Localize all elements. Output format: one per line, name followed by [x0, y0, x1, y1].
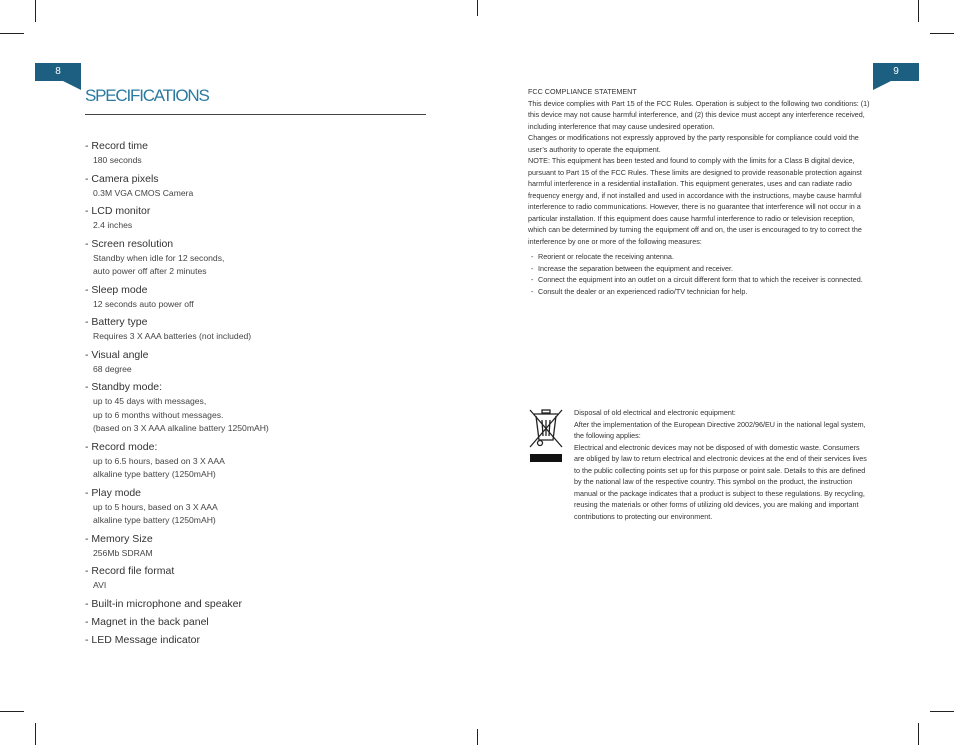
- spec-value: up to 45 days with messages,: [93, 396, 207, 406]
- crop-mark: [35, 0, 36, 22]
- spec-label: - LED Message indicator: [85, 633, 200, 646]
- spec-item: [85, 173, 425, 201]
- list-item: - Increase the separation between the equipment and receiver.: [528, 263, 870, 275]
- crop-mark: [0, 33, 24, 34]
- fcc-measures-list: [528, 251, 870, 297]
- spec-label: - Record time: [85, 140, 149, 152]
- spec-value: up to 6.5 hours, based on 3 X AAA: [93, 455, 225, 466]
- spec-value: 12 seconds auto power off: [93, 298, 194, 309]
- spec-label: - Visual angle: [85, 348, 149, 361]
- spec-label: - Play mode: [85, 486, 142, 499]
- title-divider: [85, 114, 426, 115]
- disposal-paragraph: Electrical and electronic devices may not be disposed of with domestic waste. Consumers are obliged by law to return electrical and electronic devices at the end of their services lives to the public collecting points set up for this purpose or point sale. Details to this are defined by the national law of the respective country. This symbol on the product, the instruction manual or the package indicates that a product is subject to these regulations. By recycling, reusing the materials or other forms of utilizing old devices, you are making and important contributions to protecting our environment.: [574, 442, 867, 521]
- crop-mark: [477, 729, 478, 745]
- list-item: - Consult the dealer or an experienced radio/TV technician for help.: [528, 286, 870, 298]
- spec-item: [85, 598, 425, 611]
- crop-mark: [930, 33, 954, 34]
- spec-label: - Memory Size: [85, 532, 153, 545]
- fcc-paragraph: Changes or modifications not expressly approved by the party responsible for compliance could void the user’s authority to operate the equipment.: [528, 133, 859, 154]
- list-item: - Connect the equipment into an outlet on a circuit different form that to which the receiver is connected.: [528, 274, 870, 286]
- spec-value: 180 seconds: [93, 155, 142, 165]
- tab-tail: [63, 81, 81, 90]
- spec-value: up to 6 months without messages.: [93, 409, 224, 420]
- spec-value: 2.4 inches: [93, 220, 133, 230]
- spec-item: [85, 140, 425, 168]
- fcc-paragraph: NOTE: This equipment has been tested and found to comply with the limits for a Class B digital device, pursuant to Part 15 of the FCC Rules. These limits are designed to provide reasonable protection against harmful interference in a residential installation. This equipment generates, uses and can radiate radio frequency energy and, if not installed and used in accordance with the instructions, maybe cause harmful interference to radio communications. However, there is no guarantee that interference will not occur in a particular installation. If this equipment does cause harmful interference to radio or television reception, which can be determined by turning the equipment off and on, the user is encouraged to try to correct the interference by one or more of the following measures:: [528, 156, 862, 246]
- page-number-tab-right: [873, 63, 919, 81]
- fcc-paragraph: This device complies with Part 15 of the FCC Rules. Operation is subject to the following two conditions: (1) this device may not cause harmful interference, and (2) this device must accept any interference received, including interference that may cause undesired operation.: [528, 98, 870, 131]
- spec-value: Requires 3 X AAA batteries (not included): [93, 331, 252, 341]
- spec-item: [85, 284, 425, 312]
- disposal-notice: [574, 407, 870, 522]
- spec-value: up to 5 hours, based on 3 X AAA: [93, 501, 218, 512]
- crop-mark: [918, 0, 919, 22]
- spec-label: - Record mode:: [85, 440, 158, 453]
- crop-mark: [0, 711, 24, 712]
- spec-item: [85, 487, 425, 528]
- crop-mark: [918, 723, 919, 745]
- page-title: SPECIFICATIONS: [85, 86, 209, 105]
- spec-label: - Sleep mode: [85, 283, 148, 296]
- page-number-tab-left: [35, 63, 81, 81]
- spec-label: - LCD monitor: [85, 205, 151, 217]
- crop-mark: [930, 711, 954, 712]
- spec-item: [85, 205, 425, 233]
- page-number: 9: [893, 66, 899, 77]
- spec-value: 68 degree: [93, 363, 132, 374]
- list-item: - Reorient or relocate the receiving antenna.: [528, 251, 870, 263]
- spec-value: alkaline type battery (1250mAH): [93, 469, 216, 479]
- spec-item: [85, 238, 425, 279]
- spec-value: 0.3M VGA CMOS Camera: [93, 187, 194, 198]
- spec-label: - Record file format: [85, 565, 175, 577]
- spec-value: auto power off after 2 minutes: [93, 266, 207, 276]
- spec-item: [85, 441, 425, 482]
- spec-item: [85, 616, 425, 629]
- page-number: 8: [55, 66, 61, 77]
- spec-item: [85, 316, 425, 344]
- spec-item: [85, 349, 425, 377]
- spec-label: - Magnet in the back panel: [85, 615, 209, 628]
- specifications-list: [85, 140, 425, 652]
- disposal-heading: Disposal of old electrical and electronic equipment:: [574, 408, 736, 417]
- spec-item: [85, 381, 425, 436]
- spec-label: - Standby mode:: [85, 381, 163, 393]
- fcc-statement: [528, 86, 870, 297]
- spec-value: alkaline type battery (1250mAH): [93, 515, 216, 525]
- spec-label: - Battery type: [85, 316, 148, 328]
- spec-label: - Built-in microphone and speaker: [85, 597, 242, 610]
- crossed-out-wheelie-bin-icon: [528, 407, 564, 463]
- fcc-heading: FCC COMPLIANCE STATEMENT: [528, 87, 637, 96]
- spec-item: [85, 533, 425, 561]
- spec-value: AVI: [93, 580, 107, 590]
- spec-item: [85, 565, 425, 593]
- disposal-paragraph: After the implementation of the European Directive 2002/96/EU in the national legal system, the following applies:: [574, 419, 866, 440]
- crop-mark: [35, 723, 36, 745]
- spec-value: 256Mb SDRAM: [93, 547, 153, 558]
- spec-label: - Screen resolution: [85, 237, 174, 250]
- tab-tail: [873, 81, 891, 90]
- spec-item: [85, 634, 425, 647]
- spec-value: Standby when idle for 12 seconds,: [93, 252, 225, 263]
- crop-mark: [477, 0, 478, 16]
- spec-label: - Camera pixels: [85, 172, 159, 185]
- spec-value: (based on 3 X AAA alkaline battery 1250mAH): [93, 423, 269, 433]
